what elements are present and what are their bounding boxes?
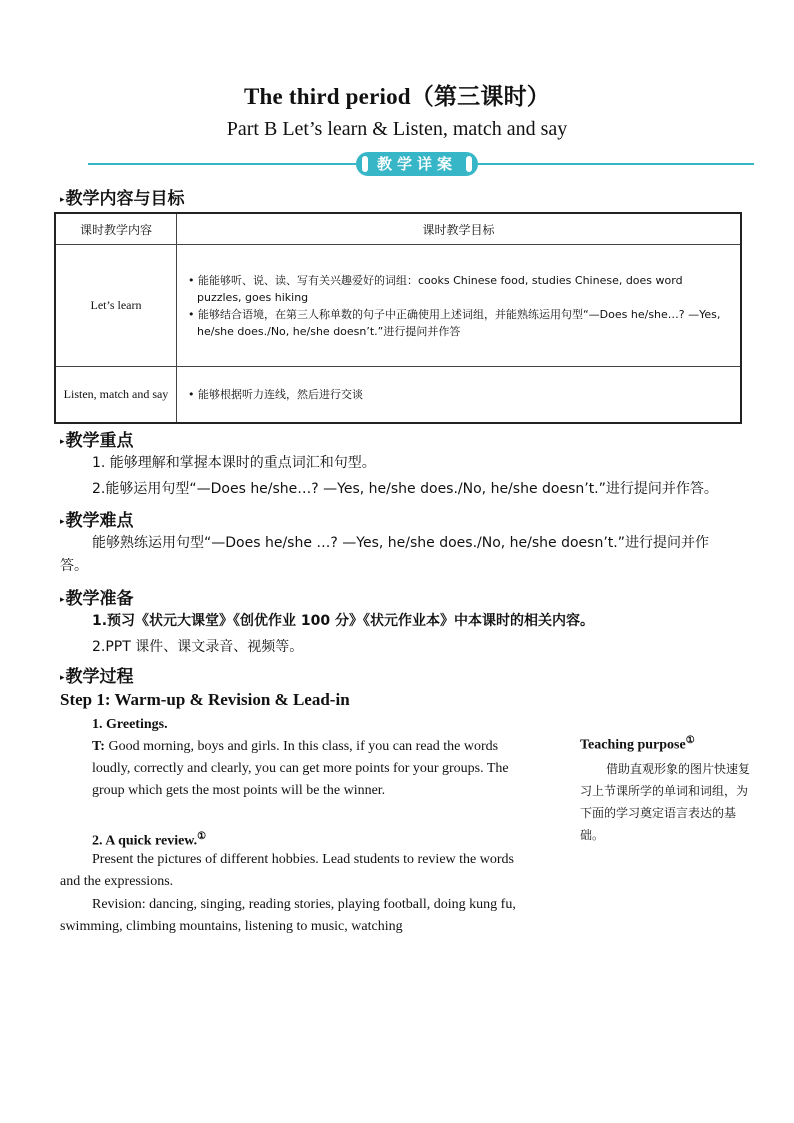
heading-preparation: ▸教学准备	[60, 589, 134, 609]
step-1-title: Step 1: Warm-up & Revision & Lead-in	[60, 690, 350, 709]
heading-marker: ▸	[60, 195, 65, 205]
banner-badge: 教学详案	[356, 152, 478, 176]
objective-item: • 能能够听、说、读、写有关兴趣爱好的词组：cooks Chinese food, studies Chinese, does word puzzles, goes hiking	[188, 273, 683, 304]
key-point-1: 1. 能够理解和掌握本课时的重点词汇和句型。	[92, 455, 376, 471]
table-cell-objectives	[177, 245, 742, 367]
page-title: The third period（第三课时）	[244, 84, 550, 109]
table-row	[55, 245, 741, 367]
table-row	[55, 367, 741, 423]
table-header-objectives: 课时教学目标	[177, 213, 742, 245]
heading-process: ▸教学过程	[60, 667, 134, 687]
table-cell-content: Let’s learn	[55, 245, 177, 367]
review-text: Present the pictures of different hobbies. Lead students to review the words and the expressions.	[60, 852, 514, 889]
review-label: 2. A quick review.①	[92, 831, 207, 849]
banner-divider-right	[478, 163, 754, 165]
footnote-marker: ①	[197, 831, 207, 842]
objective-item: • 能够结合语境，在第三人称单数的句子中正确使用上述词组，并能熟练运用句型“—Does he/she…? —Yes, he/she does./No, he/she doesn’t.”进行提问并作答	[188, 307, 721, 338]
table-cell-content: Listen, match and say	[55, 367, 177, 423]
footnote-marker: ①	[685, 735, 695, 746]
revision-text: Revision: dancing, singing, reading stories, playing football, doing kung fu, swimming, climbing mountains, listening to music, watching	[60, 897, 516, 934]
preparation-item-1: 1.预习《状元大课堂》《创优作业 100 分》《状元作业本》中本课时的相关内容。	[92, 613, 595, 629]
heading-difficulties: ▸教学难点	[60, 511, 134, 531]
objective-item: • 能够根据听力连线，然后进行交谈	[188, 387, 363, 401]
teacher-line: T: Good morning, boys and girls. In this class, if you can read the words loudly, correctly and clearly, you can get more points for your groups. The group which gets the most points will be the winner.	[92, 739, 509, 798]
teaching-purpose-text: 借助直观形象的图片快速复习上节课所学的单词和词组，为下面的学习奠定语言表达的基础。	[580, 762, 751, 842]
banner-divider-left	[88, 163, 356, 165]
preparation-item-2: 2.PPT 课件、课文录音、视频等。	[92, 639, 304, 655]
difficulty-text: 能够熟练运用句型“—Does he/she …? —Yes, he/she does./No, he/she doesn’t.”进行提问并作答。	[60, 535, 709, 574]
page-subtitle: Part B Let’s learn & Listen, match and say	[226, 118, 568, 140]
table-cell-objectives	[177, 367, 742, 423]
teaching-purpose-title: Teaching purpose①	[580, 735, 695, 753]
greetings-label: 1. Greetings.	[92, 717, 168, 732]
heading-key-points: ▸教学重点	[60, 431, 134, 451]
objectives-table	[54, 212, 742, 424]
key-point-2: 2.能够运用句型“—Does he/she…? —Yes, he/she does./No, he/she doesn’t.”进行提问并作答。	[92, 481, 718, 497]
teacher-text: Good morning, boys and girls. In this class, if you can read the words loudly, correctly and clearly, you can get more points for your groups. The group which gets the most points will be the winner.	[92, 739, 509, 798]
heading-content-objectives: ▸教学内容与目标	[60, 189, 185, 209]
table-header-content: 课时教学内容	[55, 213, 177, 245]
